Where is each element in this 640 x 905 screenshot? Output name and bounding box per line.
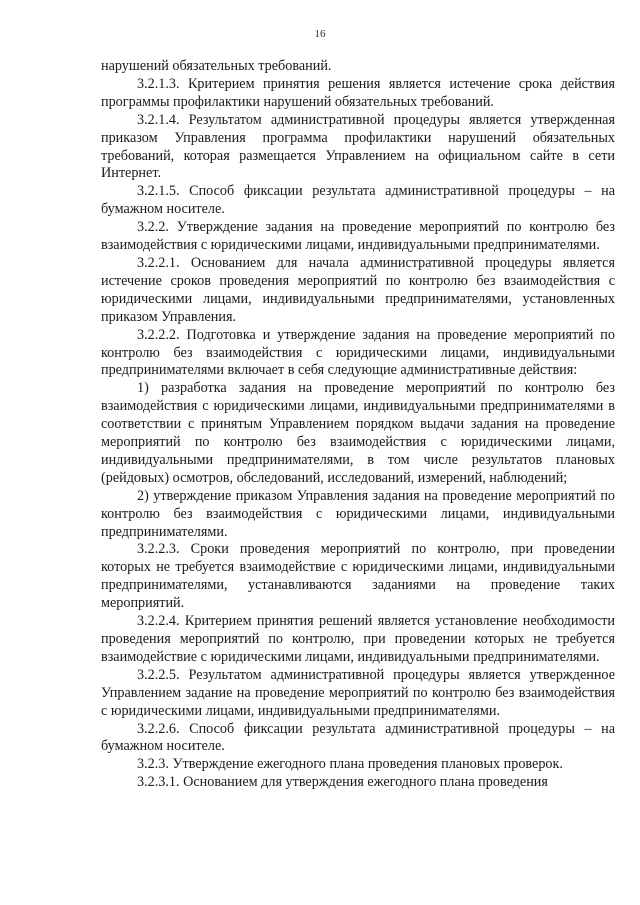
paragraph-3-2-2: 3.2.2. Утверждение задания на проведение мероприятий по контролю без взаимодействия с юридическими лицами, индивидуальными предпринимателями.	[101, 219, 615, 254]
list-item-1: 1) разработка задания на проведение мероприятий по контролю без взаимодействия с юридическими лицами, индивидуальными предпринимателями в соответствии с принятым Управлением порядком выдачи задания на проведение мероприятий по контролю без взаимодействия с юридическими лицами, индивидуальными предпринимателями, в том числе результатов плановых (рейдовых) осмотров, обследований, исследований, измерений, наблюдений;	[101, 380, 615, 486]
paragraph-3-2-1-3: 3.2.1.3. Критерием принятия решения является истечение срока действия программы профилактики нарушений обязательных требований.	[101, 75, 615, 110]
paragraph-3-2-2-1: 3.2.2.1. Основанием для начала административной процедуры является истечение сроков проведения мероприятий по контролю без взаимодействия с юридическими лицами, индивидуальными предпринимателями, установленных приказом Управления.	[101, 254, 615, 325]
paragraph-3-2-2-5: 3.2.2.5. Результатом административной процедуры является утвержденное Управлением задание на проведение мероприятий по контролю без взаимодействия с юридическими лицами, индивидуальными предпринимателями.	[101, 666, 615, 719]
paragraph-continuation: нарушений обязательных требований.	[101, 58, 332, 74]
paragraph-3-2-1-5: 3.2.1.5. Способ фиксации результата административной процедуры – на бумажном носителе.	[101, 183, 615, 218]
list-item-2: 2) утверждение приказом Управления задания на проведение мероприятий по контролю без взаимодействия с юридическими лицами, индивидуальными предпринимателями.	[101, 487, 615, 540]
paragraph-3-2-1-4: 3.2.1.4. Результатом административной процедуры является утвержденная приказом Управления программа профилактики нарушений обязательных требований, которая размещается Управлением на официальном сайте в сети Интернет.	[101, 111, 615, 182]
paragraph-3-2-2-3: 3.2.2.3. Сроки проведения мероприятий по контролю, при проведении которых не требуется взаимодействие с юридическими лицами, индивидуальными предпринимателями, устанавливаются заданиями на проведение таких мероприятий.	[101, 541, 615, 612]
paragraph-3-2-3: 3.2.3. Утверждение ежегодного плана проведения плановых проверок.	[137, 756, 563, 773]
paragraph-3-2-2-4: 3.2.2.4. Критерием принятия решений является установление необходимости проведения мероприятий по контролю, при проведении которых не требуется взаимодействие с юридическими лицами, индивидуальными предпринимателями.	[101, 613, 615, 665]
page-number: 16	[314, 28, 326, 40]
paragraph-3-2-2-6: 3.2.2.6. Способ фиксации результата административной процедуры – на бумажном носителе.	[101, 720, 615, 755]
paragraph-3-2-3-1: 3.2.3.1. Основанием для утверждения ежегодного плана проведения	[137, 774, 548, 791]
document-body	[101, 58, 615, 792]
paragraph-3-2-2-2: 3.2.2.2. Подготовка и утверждение задания на проведение мероприятий по контролю без взаимодействия с юридическими лицами, индивидуальными предпринимателями включает в себя следующие административные действия:	[101, 326, 615, 379]
